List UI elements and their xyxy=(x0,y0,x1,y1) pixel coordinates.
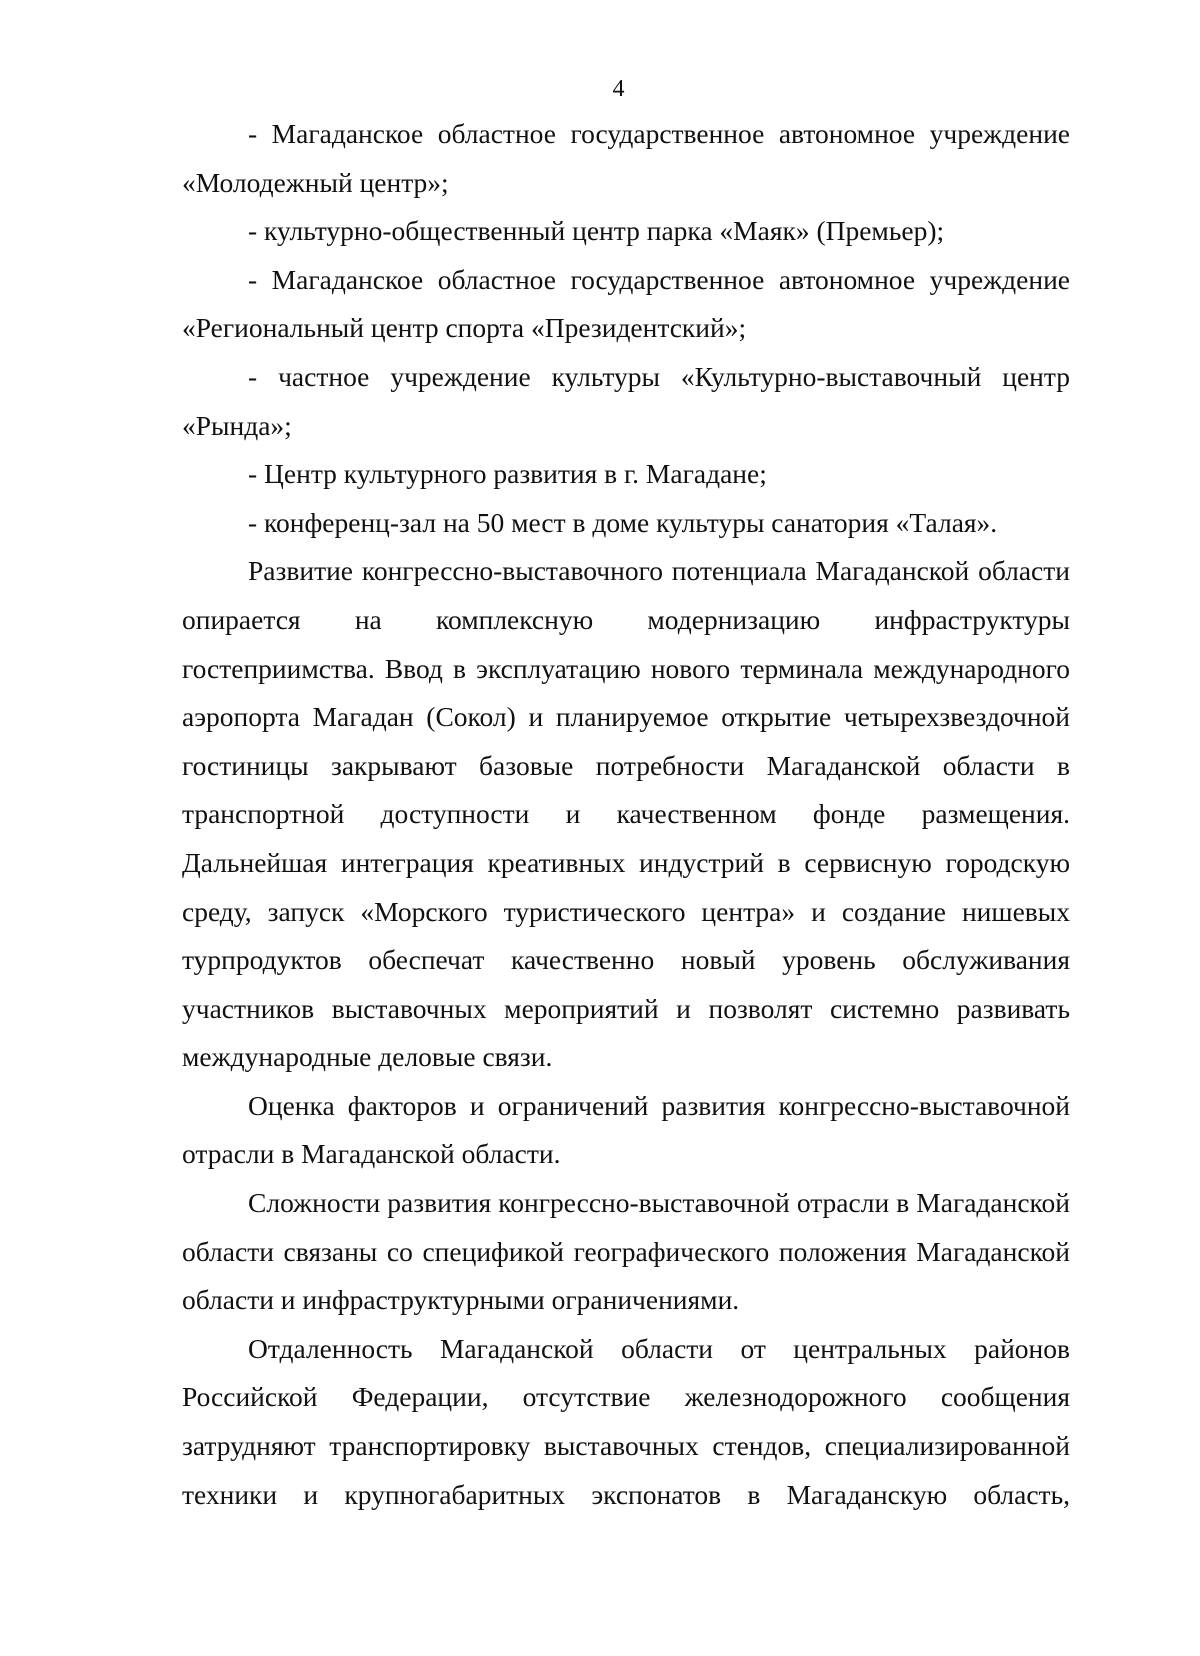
list-item-sport-center: - Магаданское областное государственное автономное учреждение «Региональный центр спорта «Президентский»; xyxy=(182,263,1070,344)
list-item-cultural-center: - Центр культурного развития в г. Магадане; xyxy=(248,458,767,490)
paragraph-development: Развитие конгрессно-выставочного потенциала Магаданской области опирается на комплексную модернизацию инфраструктуры гостеприимства. Ввод в эксплуатацию нового терминала международного аэропорта Магадан (Сокол) и планируемое открытие четырехзвездочной гостиницы закрывают базовые потребности Магаданской области в транспортной доступности и качественном фонде размещения. Дальнейшая интеграция креативных индустрий в сервисную городскую среду, запуск «Морского туристического центра» и создание нишевых турпродуктов обеспечат качественно новый уровень обслуживания участников выставочных мероприятий и позволят системно развивать международные деловые связи. xyxy=(182,555,1070,1073)
page-number: 4 xyxy=(612,76,625,102)
paragraph-difficulties: Сложности развития конгрессно-выставочной отрасли в Магаданской области связаны со спецификой географического положения Магаданской области и инфраструктурными ограничениями. xyxy=(182,1187,1070,1316)
paragraph-assessment-heading: Оценка факторов и ограничений развития конгрессно-выставочной отрасли в Магаданской области. xyxy=(182,1089,1070,1170)
list-item-youth-center: - Магаданское областное государственное автономное учреждение «Молодежный центр»; xyxy=(182,118,1070,198)
list-item-mayak-park: - культурно-общественный центр парка «Маяк» (Премьер); xyxy=(248,215,945,247)
paragraph-remoteness: Отдаленность Магаданской области от центральных районов Российской Федерации, отсутствие железнодорожного сообщения затрудняют транспортировку выставочных стендов, специализированной техники и крупногабаритных экспонатов в Магаданскую область, xyxy=(182,1332,1070,1510)
list-item-conference-hall: - конференц-зал на 50 мест в доме культуры санатория «Талая». xyxy=(248,506,998,538)
document-body xyxy=(182,110,1070,1519)
list-item-rynda: - частное учреждение культуры «Культурно-выставочный центр «Рында»; xyxy=(182,360,1070,441)
